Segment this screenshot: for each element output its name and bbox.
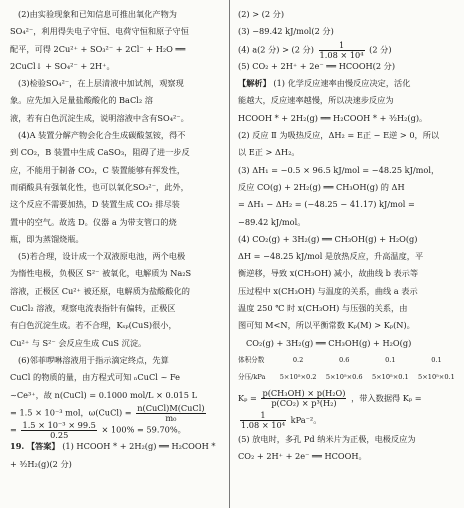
column-divider — [229, 0, 230, 508]
text-line: 衡逆移，导致 x(CH₃OH) 减小，故曲线 b 表示等 — [238, 268, 419, 279]
question-heading — [10, 438, 221, 455]
text-line: 到 CO₂，B 装置中生成 CaSO₃，阻碍了进一步反 — [10, 147, 190, 158]
text-line: (3)检验SO₄²⁻，在上层清液中加试剂，观察现 — [18, 78, 184, 89]
fraction-numerator: n(CuCl)M(CuCl) — [137, 403, 205, 413]
text-line: (2) 反应 Ⅱ 为吸热反应，ΔH₂ = E正 − E逆 > 0，所以 — [238, 130, 440, 141]
table-cell: 0.1 — [431, 355, 442, 364]
table-cell: 5×10⁵×0.1 — [418, 373, 455, 382]
text-line: 瓶，即为蒸馏烧瓶。 — [10, 233, 84, 244]
formula-text: ，带入数据得 Kₚ = — [351, 392, 422, 403]
text-line: CuCl₂ 溶液，观察电流表指针有偏转，正极区 — [10, 303, 176, 314]
fraction-denominator: 0.25 — [50, 430, 69, 439]
analysis-heading — [238, 75, 456, 92]
text-line: (2)由实验现象和已知信息可推出氧化产物为 — [18, 9, 177, 19]
analysis-tag: 【解析】 — [238, 78, 271, 89]
volume-fraction-row — [238, 352, 456, 369]
text-line: 2CuCl↓ + SO₄²⁻ + 2H⁺。 — [10, 60, 115, 71]
table-cell: 0.2 — [292, 355, 304, 364]
text-line: 为惰性电极，负极区 S²⁻ 被氧化，电解质为 Na₂S — [10, 268, 192, 279]
text-line: (5) CO₂ + 2H⁺ + 2e⁻ ══ HCOOH(2 分) — [238, 60, 396, 71]
fraction-numerator: 1 — [240, 411, 286, 421]
text-line: 有白色沉淀生成。若不合理，Kₛₚ(CuS)很小， — [10, 320, 177, 331]
table-cell: 5×10⁵×0.2 — [279, 373, 317, 382]
fraction — [21, 421, 96, 438]
text-line: (5) 放电时，多孔 Pd 纳米片为正极，电极反应为 — [238, 433, 416, 444]
table-cell: 0.6 — [338, 355, 350, 364]
text-line: 溶液，正极区 Cu²⁺ 被还原，电解质为盐酸酸化的 — [10, 285, 190, 296]
table-cell: 5×10⁵×0.6 — [325, 373, 363, 382]
formula-line — [10, 421, 221, 438]
formula-text: kPa⁻²。 — [290, 414, 322, 425]
text-line: CO₂(g) + 3H₂(g) ══ CH₃OH(g) + H₂O(g) — [246, 337, 412, 348]
question-number: 19. — [10, 441, 25, 452]
right-column — [238, 6, 456, 504]
text-line: 液，若有白色沉淀生成，说明溶液中含有SO₄²⁻。 — [10, 112, 189, 123]
formula-line — [238, 41, 456, 58]
text-line: CO₂ + 2H⁺ + 2e⁻ ══ HCOOH。 — [238, 450, 367, 461]
formula-text: Kₚ = — [238, 392, 257, 403]
text-line: ~Ce³⁺，故 n(CuCl) = 0.1000 mol/L × 0.015 L — [10, 389, 198, 400]
text-line: 压过程中 x(CH₃OH) 与温度的关系，曲线 a 表示 — [238, 285, 418, 296]
text-line: (1) HCOOH * + 2H₂(g) ══ H₂COOH * — [62, 441, 216, 452]
row-label: 分压/kPa — [238, 373, 266, 382]
fraction-denominator: 1.08 × 10⁴ — [241, 420, 285, 431]
fraction-numerator: 1.5 × 10⁻³ × 99.5 — [22, 421, 96, 431]
text-line: (5)若合理，设计成一个双液原电池，两个电极 — [18, 251, 186, 262]
formula-text: (4) a(2 分) > (2 分) — [238, 44, 314, 55]
text-line: 反应 CO(g) + 2H₂(g) ══ CH₃OH(g) 的 ΔH — [238, 181, 405, 192]
text-line: (4) CO₂(g) + 3H₂(g) ══ CH₃OH(g) + H₂O(g) — [238, 233, 418, 244]
text-line: 以 E正 > ΔH₂。 — [238, 147, 300, 158]
text-line: (4)A 装置分解产物会化合生成碳酸氢铵，得不 — [18, 130, 186, 141]
fraction-denominator: m₀ — [165, 412, 177, 422]
text-line: 能越大，反应速率越慢，所以决速步反应为 — [238, 95, 394, 106]
text-line: 置中的空气。故选 D。仪器 a 为带支管口的烧 — [10, 216, 177, 227]
formula-line — [10, 404, 221, 421]
text-line: 象。应先加入足量盐酸酸化的 BaCl₂ 溶 — [10, 95, 153, 106]
text-line: 而硝酸具有强氧化性，也可以氧化SO₃²⁻，此外， — [10, 181, 189, 192]
answer-tag: 【答案】 — [26, 441, 60, 452]
formula-text: (2 分) — [369, 44, 392, 55]
text-line: (6)邻菲啰啉溶液用于指示滴定终点，先算 — [18, 354, 169, 365]
text-line: CuCl 的物质的量，由方程式可知 ₙCuCl ~ Fe — [10, 372, 180, 383]
text-line: (3) −89.42 kJ/mol(2 分) — [238, 26, 334, 37]
text-line: = ΔH₁ − ΔH₂ = (−48.25 − 41.17) kJ/mol = — [238, 199, 415, 210]
table-cell: 5×10⁵×0.1 — [371, 373, 409, 382]
text-line: (1) 化学反应速率由慢反应决定，活化 — [273, 78, 411, 89]
text-line: ΔH = −48.25 kJ/mol 是放热反应，升高温度，平 — [238, 251, 424, 262]
text-line: HCOOH * + 2H₂(g) ══ H₂COOH * + ³⁄₂H₂(g)。 — [238, 112, 428, 123]
text-line: (2) > (2 分) — [238, 9, 285, 19]
text-line: (3) ΔH₁ = −0.5 × 96.5 kJ/mol = −48.25 kJ/mol， — [238, 164, 440, 175]
text-line: 图可知 M<N，所以平衡常数 Kₚ(M) > Kₚ(N)。 — [238, 320, 415, 331]
text-line: −89.42 kJ/mol。 — [238, 216, 306, 227]
fraction — [240, 411, 286, 430]
left-column — [10, 6, 221, 504]
fraction-denominator: 1.08 × 10⁴ — [319, 49, 364, 58]
text-line: 应，不能用于制备 CO₂，C 装置能够有挥发性， — [10, 164, 186, 175]
fraction-numerator: p(CH₃OH) × p(H₂O) — [262, 388, 346, 399]
table-cell: 0.1 — [385, 355, 396, 364]
text-line: 温度 250 ℃ 时 x(CH₃OH) 与压强的关系，由 — [238, 303, 408, 314]
formula-text: × 100% = 59.70%。 — [101, 424, 186, 435]
partial-pressure-row — [238, 369, 456, 386]
fraction — [136, 404, 205, 421]
text-line: + ³⁄₂H₂(g)(2 分) — [10, 458, 72, 469]
text-line: 这个反应不需要加热，D 装置生成 CO₂ 排尽装 — [10, 199, 180, 210]
fraction — [319, 41, 365, 58]
text-line: SO₄²⁻，利用得失电子守恒、电荷守恒和原子守恒 — [10, 26, 189, 37]
formula-line — [238, 387, 456, 409]
fraction-denominator: p(CO₂) × p³(H₂) — [271, 398, 337, 409]
formula-text: = 1.5 × 10⁻³ mol，ω(CuCl) = — [10, 407, 132, 418]
formula-text: = — [10, 424, 17, 435]
row-label: 体积分数 — [238, 355, 265, 364]
fraction-numerator: 1 — [319, 41, 365, 51]
text-line: Cu²⁺ 与 S²⁻ 会反应生成 CuS 沉淀。 — [10, 337, 147, 348]
fraction — [261, 389, 346, 408]
text-line: 配平，可得 2Cu²⁺ + SO₃²⁻ + 2Cl⁻ + H₂O ══ — [10, 43, 186, 54]
formula-line — [238, 409, 456, 431]
